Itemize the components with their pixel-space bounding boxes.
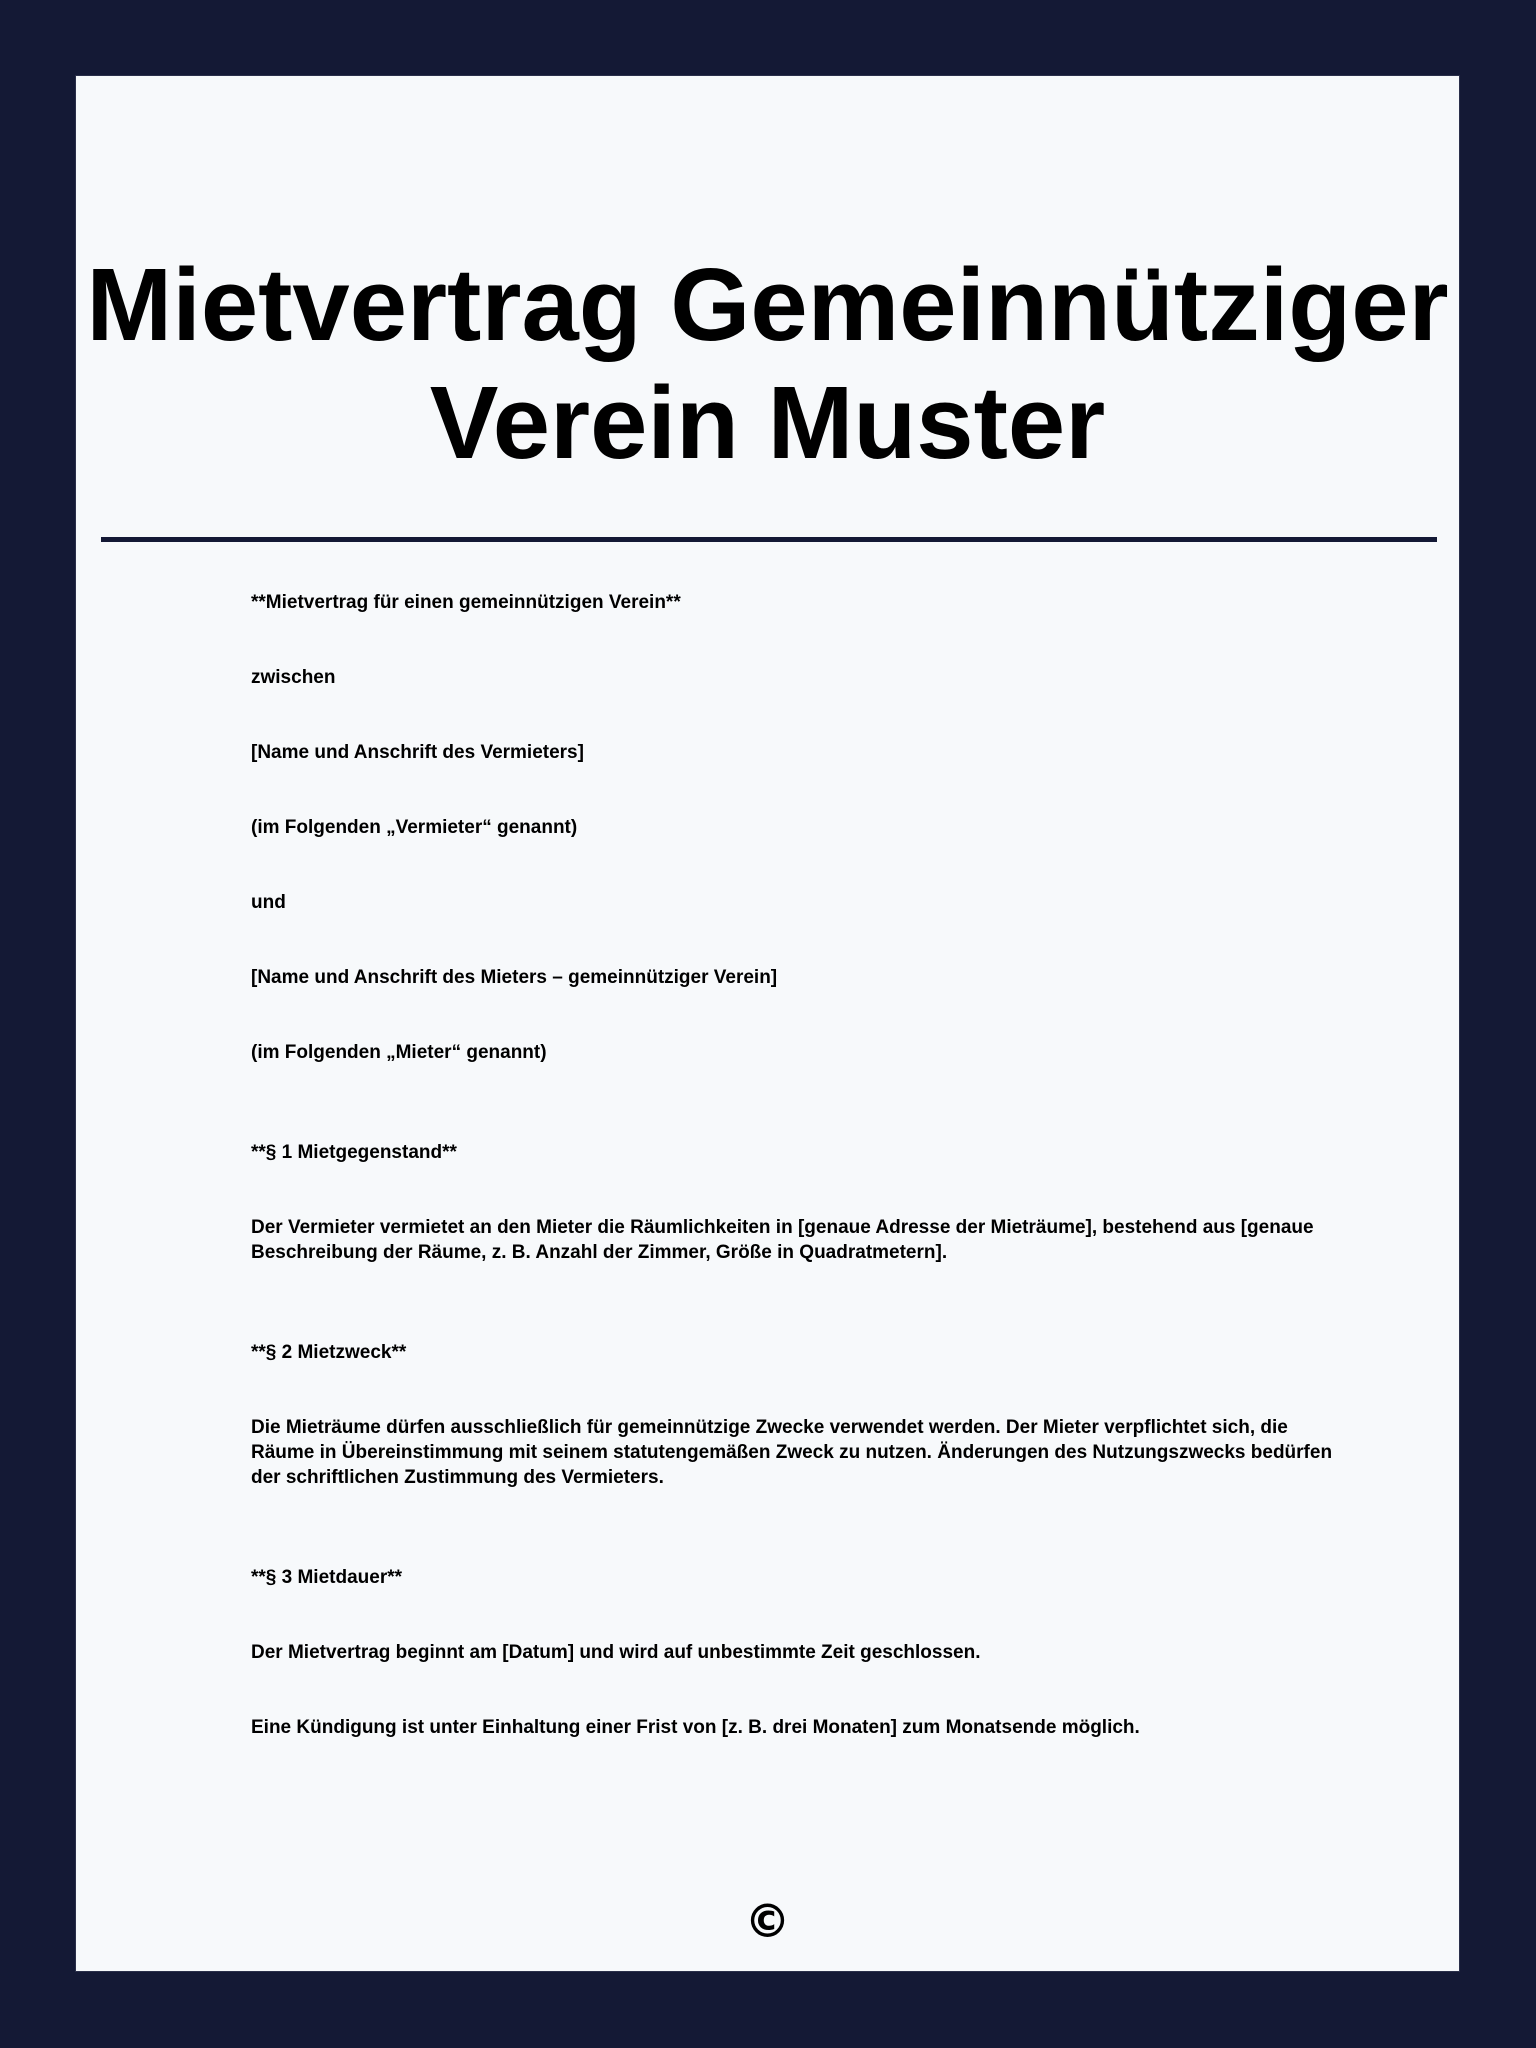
section-heading: **§ 2 Mietzweck** (251, 1342, 407, 1363)
section-heading: **§ 3 Mietdauer** (251, 1567, 403, 1588)
tenant-placeholder: [Name und Anschrift des Mieters – gemeinnütziger Verein] (251, 967, 778, 988)
body-paragraph: Der Vermieter vermietet an den Mieter die Räumlichkeiten in [genaue Adresse der Mieträume], bestehend aus [genaue Beschreibung der Räume, z. B. Anzahl der Zimmer, Größe in Quadratmetern]. (251, 1217, 1314, 1263)
document-page (75, 75, 1460, 1972)
body-paragraph: und (251, 892, 286, 913)
body-paragraph: Eine Kündigung ist unter Einhaltung einer Frist von [z. B. drei Monaten] zum Monatsende möglich. (251, 1717, 1140, 1738)
copyright-icon: © (744, 1894, 791, 1948)
body-paragraph: zwischen (251, 667, 336, 688)
section-heading: **§ 1 Mietgegenstand** (251, 1142, 457, 1163)
body-paragraph: Der Mietvertrag beginnt am [Datum] und wird auf unbestimmte Zeit geschlossen. (251, 1642, 981, 1663)
title-divider (101, 537, 1437, 542)
contract-heading: **Mietvertrag für einen gemeinnützigen Verein** (251, 592, 681, 613)
page-title: Mietvertrag Gemeinnütziger Verein Muster (86, 247, 1449, 480)
document-body (251, 590, 1351, 1790)
body-paragraph: (im Folgenden „Vermieter“ genannt) (251, 817, 578, 838)
body-paragraph: Die Mieträume dürfen ausschließlich für gemeinnützige Zwecke verwendet werden. Der Mieter verpflichtet sich, die Räume in Übereinstimmung mit seinem statutengemäßen Zweck zu nutzen. Änderungen des Nutzungszwecks bedürfen der schriftlichen Zustimmung des Vermieters. (251, 1417, 1333, 1488)
landlord-placeholder: [Name und Anschrift des Vermieters] (251, 742, 584, 763)
body-paragraph: (im Folgenden „Mieter“ genannt) (251, 1042, 547, 1063)
